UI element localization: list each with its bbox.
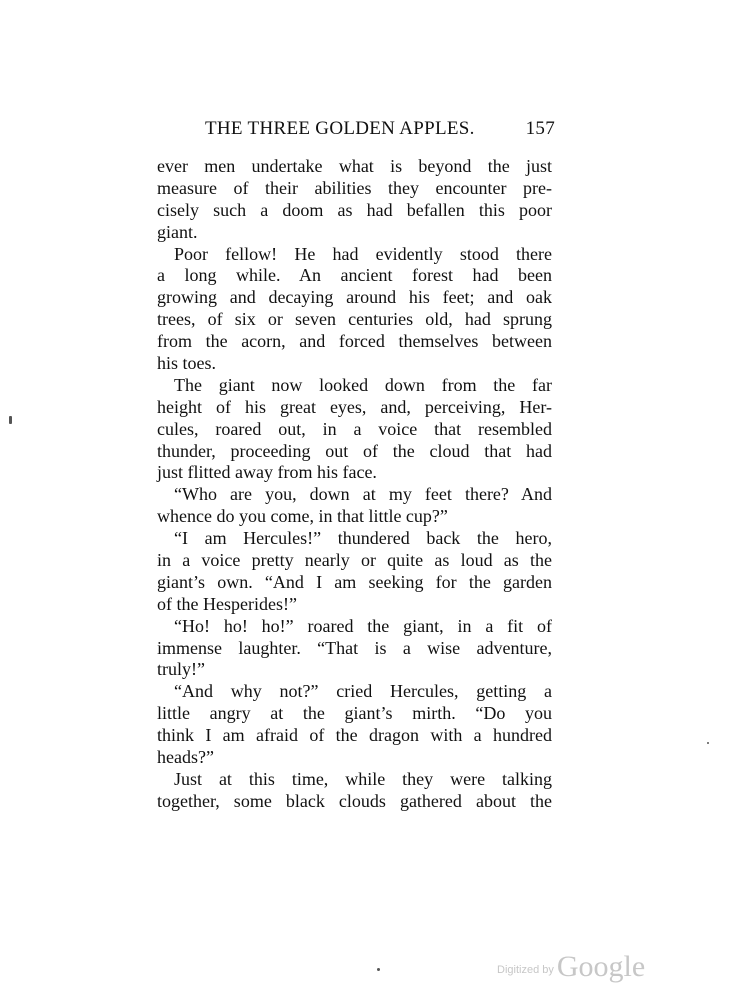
text-line: in a voice pretty nearly or quite as loud as the — [157, 550, 552, 571]
text-line: “Ho! ho! ho!” roared the giant, in a fit of — [174, 615, 552, 636]
text-line: together, some black clouds gathered about the — [157, 790, 552, 811]
text-line: cules, roared out, in a voice that resembled — [157, 418, 552, 439]
text-line: a long while. An ancient forest had been — [157, 265, 552, 286]
text-line: just flitted away from his face. — [157, 462, 377, 483]
text-line: his toes. — [157, 353, 217, 374]
text-line: height of his great eyes, and, perceiving, Her- — [157, 396, 552, 417]
digitized-watermark — [497, 950, 645, 984]
text-line: growing and decaying around his feet; and oak — [157, 287, 552, 308]
google-logo: Google — [556, 950, 646, 983]
text-line: The giant now looked down from the far — [174, 374, 552, 395]
watermark-prefix: Digitized by — [497, 964, 554, 976]
text-line: immense laughter. “That is a wise adventure, — [157, 637, 552, 658]
text-line: of the Hesperides!” — [157, 593, 297, 614]
text-line: ever men undertake what is beyond the just — [157, 156, 552, 176]
text-line: think I am afraid of the dragon with a hundred — [157, 725, 552, 746]
running-title: THE THREE GOLDEN APPLES. — [205, 118, 475, 139]
body-text — [157, 156, 552, 813]
text-line: thunder, proceeding out of the cloud that had — [157, 440, 552, 461]
text-line: truly!” — [157, 659, 205, 680]
text-line: heads?” — [157, 747, 214, 768]
text-line: trees, of six or seven centuries old, had sprung — [157, 309, 552, 330]
text-line: Poor fellow! He had evidently stood there — [174, 243, 552, 264]
text-line: “Who are you, down at my feet there? And — [174, 484, 552, 505]
scan-speck — [377, 968, 380, 971]
text-line: “And why not?” cried Hercules, getting a — [174, 681, 552, 702]
page-number: 157 — [525, 118, 555, 139]
page-header — [205, 118, 555, 146]
scan-speck — [9, 416, 12, 424]
text-line: cisely such a doom as had befallen this poor — [157, 199, 552, 220]
text-line: from the acorn, and forced themselves between — [157, 331, 552, 352]
text-line: whence do you come, in that little cup?” — [157, 506, 448, 527]
text-line: little angry at the giant’s mirth. “Do you — [157, 703, 552, 724]
text-line: Just at this time, while they were talking — [174, 768, 552, 789]
text-line: measure of their abilities they encounter pre- — [157, 177, 552, 198]
text-line: giant. — [157, 221, 198, 242]
text-line: “I am Hercules!” thundered back the hero, — [174, 528, 552, 549]
scan-speck — [707, 742, 709, 744]
text-line: giant’s own. “And I am seeking for the garden — [157, 571, 552, 592]
